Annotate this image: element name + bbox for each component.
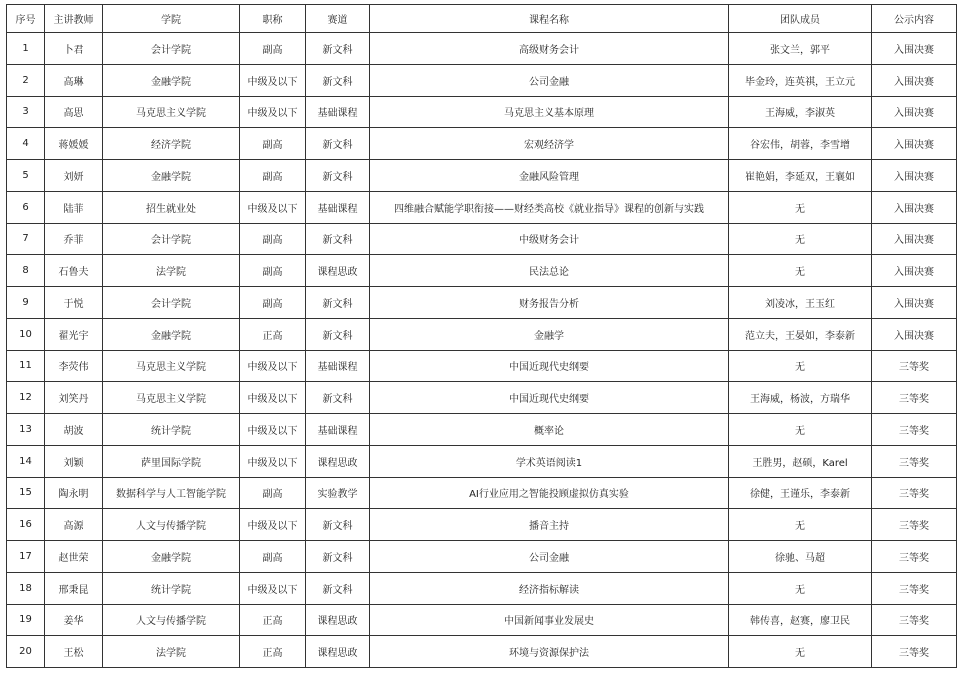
cell-index: 4 (7, 128, 45, 160)
cell-track: 新文科 (306, 160, 370, 192)
cell-index: 12 (7, 382, 45, 414)
cell-result: 三等奖 (872, 414, 957, 446)
cell-result: 三等奖 (872, 350, 957, 382)
cell-teacher: 李荧伟 (45, 350, 103, 382)
cell-team: 王胜男，赵硕，Karel (729, 445, 872, 477)
cell-team: 无 (729, 414, 872, 446)
cell-college: 经济学院 (103, 128, 240, 160)
cell-team: 韩传喜，赵赛，廖卫民 (729, 604, 872, 636)
cell-result: 入围决赛 (872, 160, 957, 192)
cell-college: 萨里国际学院 (103, 445, 240, 477)
cell-index: 5 (7, 160, 45, 192)
cell-course: AI行业应用之智能投顾虚拟仿真实验 (370, 477, 729, 509)
cell-teacher: 赵世荣 (45, 541, 103, 573)
table-row (7, 287, 957, 319)
cell-index: 19 (7, 604, 45, 636)
cell-track: 新文科 (306, 64, 370, 96)
table-row (7, 509, 957, 541)
cell-result: 三等奖 (872, 477, 957, 509)
cell-team: 谷宏伟，胡蓉，李雪增 (729, 128, 872, 160)
cell-index: 11 (7, 350, 45, 382)
cell-index: 14 (7, 445, 45, 477)
cell-team: 无 (729, 509, 872, 541)
table-row (7, 33, 957, 65)
cell-result: 入围决赛 (872, 287, 957, 319)
cell-teacher: 姜华 (45, 604, 103, 636)
cell-track: 课程思政 (306, 636, 370, 668)
cell-track: 基础课程 (306, 414, 370, 446)
cell-course: 中国近现代史纲要 (370, 382, 729, 414)
cell-index: 7 (7, 223, 45, 255)
cell-college: 数据科学与人工智能学院 (103, 477, 240, 509)
table-row (7, 255, 957, 287)
cell-teacher: 翟光宇 (45, 318, 103, 350)
header-result: 公示内容 (872, 5, 957, 33)
cell-teacher: 石鲁夫 (45, 255, 103, 287)
cell-course: 学术英语阅读1 (370, 445, 729, 477)
cell-course: 高级财务会计 (370, 33, 729, 65)
cell-college: 人文与传播学院 (103, 509, 240, 541)
cell-result: 三等奖 (872, 541, 957, 573)
header-track: 赛道 (306, 5, 370, 33)
cell-teacher: 刘笑丹 (45, 382, 103, 414)
table-row (7, 191, 957, 223)
cell-course: 财务报告分析 (370, 287, 729, 319)
cell-title: 中级及以下 (240, 445, 306, 477)
cell-teacher: 乔菲 (45, 223, 103, 255)
cell-index: 10 (7, 318, 45, 350)
cell-teacher: 陆菲 (45, 191, 103, 223)
table-row (7, 318, 957, 350)
cell-course: 民法总论 (370, 255, 729, 287)
cell-title: 正高 (240, 604, 306, 636)
cell-index: 18 (7, 572, 45, 604)
table-row (7, 223, 957, 255)
cell-college: 金融学院 (103, 318, 240, 350)
cell-result: 入围决赛 (872, 64, 957, 96)
cell-title: 中级及以下 (240, 96, 306, 128)
cell-title: 中级及以下 (240, 509, 306, 541)
cell-college: 统计学院 (103, 572, 240, 604)
cell-title: 正高 (240, 636, 306, 668)
cell-college: 马克思主义学院 (103, 382, 240, 414)
cell-course: 中国近现代史纲要 (370, 350, 729, 382)
cell-team: 徐健，王谨乐，李泰新 (729, 477, 872, 509)
cell-team: 张文兰，郭平 (729, 33, 872, 65)
cell-result: 三等奖 (872, 382, 957, 414)
cell-college: 会计学院 (103, 287, 240, 319)
header-row (7, 5, 957, 33)
cell-title: 中级及以下 (240, 414, 306, 446)
cell-college: 会计学院 (103, 33, 240, 65)
table-row (7, 541, 957, 573)
cell-title: 中级及以下 (240, 191, 306, 223)
cell-college: 金融学院 (103, 64, 240, 96)
cell-track: 新文科 (306, 541, 370, 573)
cell-index: 9 (7, 287, 45, 319)
cell-track: 实验教学 (306, 477, 370, 509)
cell-result: 入围决赛 (872, 191, 957, 223)
cell-index: 17 (7, 541, 45, 573)
cell-team: 王海威，李淑英 (729, 96, 872, 128)
cell-title: 副高 (240, 223, 306, 255)
cell-team: 徐驰、马超 (729, 541, 872, 573)
cell-teacher: 卜君 (45, 33, 103, 65)
cell-course: 中国新闻事业发展史 (370, 604, 729, 636)
cell-index: 8 (7, 255, 45, 287)
cell-result: 三等奖 (872, 636, 957, 668)
cell-course: 环境与资源保护法 (370, 636, 729, 668)
cell-course: 四维融合赋能学职衔接——财经类高校《就业指导》课程的创新与实践 (370, 191, 729, 223)
cell-result: 三等奖 (872, 445, 957, 477)
table-row (7, 572, 957, 604)
cell-course: 概率论 (370, 414, 729, 446)
cell-team: 无 (729, 350, 872, 382)
cell-team: 无 (729, 223, 872, 255)
cell-team: 毕金玲，连英祺，王立元 (729, 64, 872, 96)
cell-track: 基础课程 (306, 191, 370, 223)
cell-teacher: 于悦 (45, 287, 103, 319)
cell-title: 副高 (240, 477, 306, 509)
header-course: 课程名称 (370, 5, 729, 33)
cell-result: 入围决赛 (872, 33, 957, 65)
table-row (7, 636, 957, 668)
cell-course: 马克思主义基本原理 (370, 96, 729, 128)
cell-index: 1 (7, 33, 45, 65)
cell-title: 中级及以下 (240, 572, 306, 604)
cell-team: 无 (729, 191, 872, 223)
cell-index: 6 (7, 191, 45, 223)
cell-index: 13 (7, 414, 45, 446)
cell-course: 播音主持 (370, 509, 729, 541)
cell-track: 新文科 (306, 223, 370, 255)
cell-college: 会计学院 (103, 223, 240, 255)
cell-team: 崔艳娟，李延双，王襄如 (729, 160, 872, 192)
cell-teacher: 蒋媛媛 (45, 128, 103, 160)
table-row (7, 160, 957, 192)
cell-course: 金融学 (370, 318, 729, 350)
cell-teacher: 陶永明 (45, 477, 103, 509)
table-row (7, 604, 957, 636)
cell-track: 新文科 (306, 128, 370, 160)
cell-college: 法学院 (103, 636, 240, 668)
cell-track: 基础课程 (306, 350, 370, 382)
header-college: 学院 (103, 5, 240, 33)
cell-result: 三等奖 (872, 509, 957, 541)
header-team: 团队成员 (729, 5, 872, 33)
table-row (7, 382, 957, 414)
cell-team: 无 (729, 636, 872, 668)
cell-title: 中级及以下 (240, 64, 306, 96)
cell-title: 副高 (240, 33, 306, 65)
table-row (7, 477, 957, 509)
cell-track: 课程思政 (306, 604, 370, 636)
cell-result: 入围决赛 (872, 96, 957, 128)
cell-team: 范立夫，王晏如，李泰新 (729, 318, 872, 350)
cell-track: 新文科 (306, 572, 370, 604)
table-row (7, 445, 957, 477)
cell-teacher: 高思 (45, 96, 103, 128)
cell-result: 三等奖 (872, 604, 957, 636)
cell-college: 马克思主义学院 (103, 96, 240, 128)
cell-track: 基础课程 (306, 96, 370, 128)
cell-college: 金融学院 (103, 160, 240, 192)
cell-course: 宏观经济学 (370, 128, 729, 160)
cell-result: 入围决赛 (872, 128, 957, 160)
cell-teacher: 刘妍 (45, 160, 103, 192)
cell-index: 16 (7, 509, 45, 541)
cell-result: 三等奖 (872, 572, 957, 604)
cell-title: 副高 (240, 255, 306, 287)
award-table (6, 4, 957, 668)
cell-team: 无 (729, 572, 872, 604)
cell-title: 副高 (240, 160, 306, 192)
header-title: 职称 (240, 5, 306, 33)
cell-track: 新文科 (306, 318, 370, 350)
cell-course: 金融风险管理 (370, 160, 729, 192)
cell-track: 新文科 (306, 382, 370, 414)
cell-teacher: 高源 (45, 509, 103, 541)
cell-track: 新文科 (306, 33, 370, 65)
cell-college: 招生就业处 (103, 191, 240, 223)
cell-college: 马克思主义学院 (103, 350, 240, 382)
cell-college: 统计学院 (103, 414, 240, 446)
cell-course: 公司金融 (370, 64, 729, 96)
cell-course: 中级财务会计 (370, 223, 729, 255)
cell-team: 无 (729, 255, 872, 287)
cell-title: 副高 (240, 541, 306, 573)
cell-track: 新文科 (306, 509, 370, 541)
cell-title: 中级及以下 (240, 382, 306, 414)
table-row (7, 64, 957, 96)
cell-college: 人文与传播学院 (103, 604, 240, 636)
table-row (7, 96, 957, 128)
cell-track: 新文科 (306, 287, 370, 319)
cell-index: 15 (7, 477, 45, 509)
cell-course: 公司金融 (370, 541, 729, 573)
table-row (7, 350, 957, 382)
cell-result: 入围决赛 (872, 223, 957, 255)
cell-result: 入围决赛 (872, 255, 957, 287)
cell-index: 3 (7, 96, 45, 128)
cell-teacher: 胡波 (45, 414, 103, 446)
cell-title: 正高 (240, 318, 306, 350)
header-teacher: 主讲教师 (45, 5, 103, 33)
cell-title: 副高 (240, 128, 306, 160)
cell-course: 经济指标解读 (370, 572, 729, 604)
table-row (7, 414, 957, 446)
cell-college: 法学院 (103, 255, 240, 287)
cell-team: 刘凌冰，王玉红 (729, 287, 872, 319)
cell-result: 入围决赛 (872, 318, 957, 350)
table-row (7, 128, 957, 160)
cell-teacher: 王松 (45, 636, 103, 668)
cell-index: 2 (7, 64, 45, 96)
header-index: 序号 (7, 5, 45, 33)
cell-track: 课程思政 (306, 255, 370, 287)
cell-index: 20 (7, 636, 45, 668)
cell-track: 课程思政 (306, 445, 370, 477)
cell-teacher: 刘颖 (45, 445, 103, 477)
cell-teacher: 邢秉昆 (45, 572, 103, 604)
cell-college: 金融学院 (103, 541, 240, 573)
cell-title: 中级及以下 (240, 350, 306, 382)
cell-team: 王海威，杨波，方瑞华 (729, 382, 872, 414)
cell-title: 副高 (240, 287, 306, 319)
cell-teacher: 高琳 (45, 64, 103, 96)
